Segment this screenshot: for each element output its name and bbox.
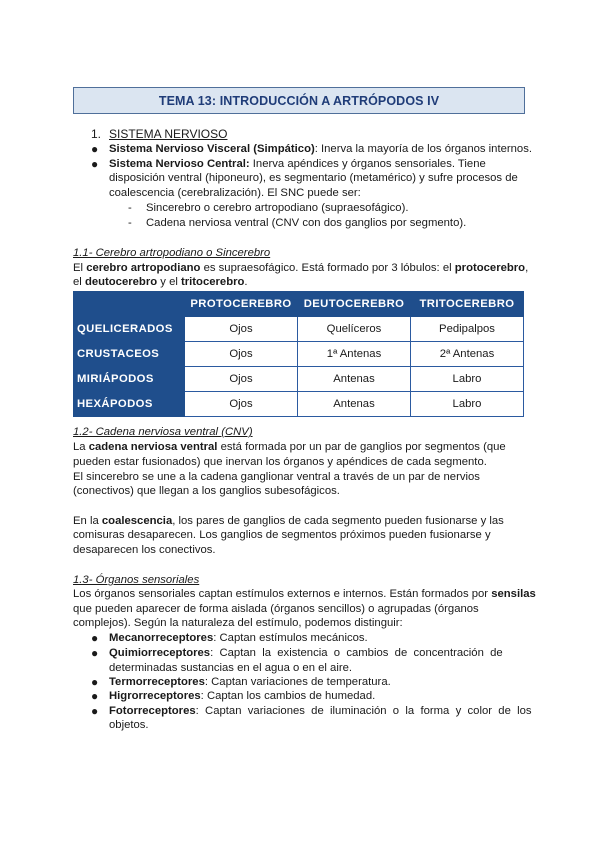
subsection-heading: 1.2- Cadena nerviosa ventral (CNV) [73, 426, 253, 438]
table-cell: 2ª Antenas [411, 342, 524, 367]
paragraph-line [73, 275, 248, 290]
bullet-icon: ● [91, 675, 99, 689]
text-line: disposición ventral (hiponeuro), es segmentario (metamérico) y sufre procesos de [109, 172, 518, 184]
term: Sistema Nervioso Central: [109, 158, 250, 170]
text: El [73, 262, 87, 274]
term: tritocerebro [181, 276, 245, 288]
table-cell: Ojos [185, 367, 298, 392]
sub-list-item: Cadena nerviosa ventral (CNV con dos ganglios por segmento). [146, 217, 467, 229]
paragraph-line [73, 440, 525, 455]
term: protocerebro [454, 262, 526, 274]
bullet-icon: ● [91, 689, 99, 703]
list-item [109, 646, 503, 661]
term: sensilas [491, 588, 536, 600]
text: La [73, 441, 89, 453]
table-corner-cell [74, 292, 185, 317]
term: cadena nerviosa ventral [88, 441, 218, 453]
row-header: HEXÁPODOS [74, 392, 185, 417]
term: Quimiorreceptores [109, 647, 211, 659]
bullet-icon: ● [91, 704, 99, 718]
list-item [109, 689, 375, 704]
table-cell: Pedipalpos [411, 317, 524, 342]
row-header: QUELICERADOS [74, 317, 185, 342]
list-item [109, 704, 532, 719]
dash-icon: - [128, 217, 132, 229]
dash-icon: - [128, 202, 132, 214]
table-cell: Antenas [298, 367, 411, 392]
text-line: objetos. [109, 719, 149, 731]
text: , [525, 262, 529, 274]
list-item [109, 157, 525, 172]
term: Mecanorreceptores [109, 632, 214, 644]
paragraph-line [73, 514, 525, 529]
column-header: TRITOCEREBRO [411, 292, 524, 317]
text: , los pares de ganglios de cada segmento pueden fusionarse y las [172, 515, 504, 527]
definition: : Captan los cambios de humedad. [200, 690, 376, 702]
term: deutocerebro [84, 276, 158, 288]
table-cell: 1ª Antenas [298, 342, 411, 367]
definition: Inerva apéndices y órganos sensoriales. Tiene [249, 158, 486, 170]
text: es supraesofágico. Está formado por 3 lóbulos: el [200, 262, 455, 274]
term: Sistema Nervioso Visceral (Simpático) [109, 143, 315, 155]
list-item [109, 675, 391, 690]
paragraph-line [73, 261, 529, 276]
section-heading: SISTEMA NERVIOSO [109, 127, 228, 141]
paragraph-line: El sincerebro se une a la cadena ganglionar ventral a través de un par de nervios [73, 471, 480, 483]
table-cell: Labro [411, 367, 524, 392]
subsection-heading: 1.1- Cerebro artropodiano o Sincerebro [73, 247, 271, 259]
bullet-icon: ● [91, 646, 99, 660]
bullet-icon: ● [91, 142, 99, 156]
term: cerebro artropodiano [86, 262, 201, 274]
paragraph-line: pueden estar fusionados) que inervan los órganos y apéndices de cada segmento. [73, 456, 487, 468]
term: Termorreceptores [109, 676, 205, 688]
term: Higrorreceptores [109, 690, 201, 702]
bullet-icon: ● [91, 157, 99, 171]
lobes-table [73, 291, 524, 417]
column-header: DEUTOCEREBRO [298, 292, 411, 317]
definition: : Captan variaciones de iluminación o la forma y color de los [195, 705, 532, 717]
text: Los órganos sensoriales captan estímulos externos e internos. Están formados por [73, 588, 492, 600]
definition: : Captan estímulos mecánicos. [213, 632, 368, 644]
row-header: CRUSTACEOS [74, 342, 185, 367]
text: . [244, 276, 248, 288]
table-cell: Ojos [185, 317, 298, 342]
table-cell: Ojos [185, 392, 298, 417]
paragraph-line [73, 587, 536, 602]
list-item [109, 631, 368, 646]
definition: : Inerva la mayoría de los órganos internos. [314, 143, 533, 155]
term: Fotorreceptores [109, 705, 196, 717]
text: y el [157, 276, 181, 288]
text: está formada por un par de ganglios por segmentos (que [217, 441, 506, 453]
paragraph-line: desaparecen los conectivos. [73, 544, 216, 556]
row-header: MIRIÁPODOS [74, 367, 185, 392]
paragraph-line: que pueden aparecer de forma aislada (órganos sencillos) o agrupadas (órganos [73, 603, 479, 615]
column-header: PROTOCEREBRO [185, 292, 298, 317]
text-line: coalescencia (cerebralización). El SNC puede ser: [109, 187, 361, 199]
definition: : Captan variaciones de temperatura. [204, 676, 391, 688]
table-cell: Labro [411, 392, 524, 417]
bullet-icon: ● [91, 631, 99, 645]
subsection-heading: 1.3- Órganos sensoriales [73, 574, 200, 586]
table-row [74, 317, 524, 342]
page-title: TEMA 13: INTRODUCCIÓN A ARTRÓPODOS IV [73, 87, 525, 114]
paragraph-line: complejos). Según la naturaleza del estímulo, podemos distinguir: [73, 617, 403, 629]
list-item [109, 142, 533, 157]
text: el [73, 276, 85, 288]
table-header-row [74, 292, 524, 317]
table-row [74, 392, 524, 417]
definition: : Captan la existencia o cambios de concentración de [210, 647, 503, 659]
sub-list-item: Sincerebro o cerebro artropodiano (supraesofágico). [146, 202, 409, 214]
text: En la [73, 515, 102, 527]
table-row [74, 367, 524, 392]
table-cell: Antenas [298, 392, 411, 417]
table-cell: Quelíceros [298, 317, 411, 342]
text-line: determinadas sustancias en el agua o en el aire. [109, 662, 353, 674]
table-row [74, 342, 524, 367]
paragraph-line: comisuras desaparecen. Los ganglios de segmentos próximos pueden fusionarse y [73, 529, 491, 541]
section-number: 1. [91, 127, 102, 141]
table-cell: Ojos [185, 342, 298, 367]
term: coalescencia [101, 515, 173, 527]
paragraph-line: (conectivos) que llegan a los ganglios subesofágicos. [73, 485, 340, 497]
